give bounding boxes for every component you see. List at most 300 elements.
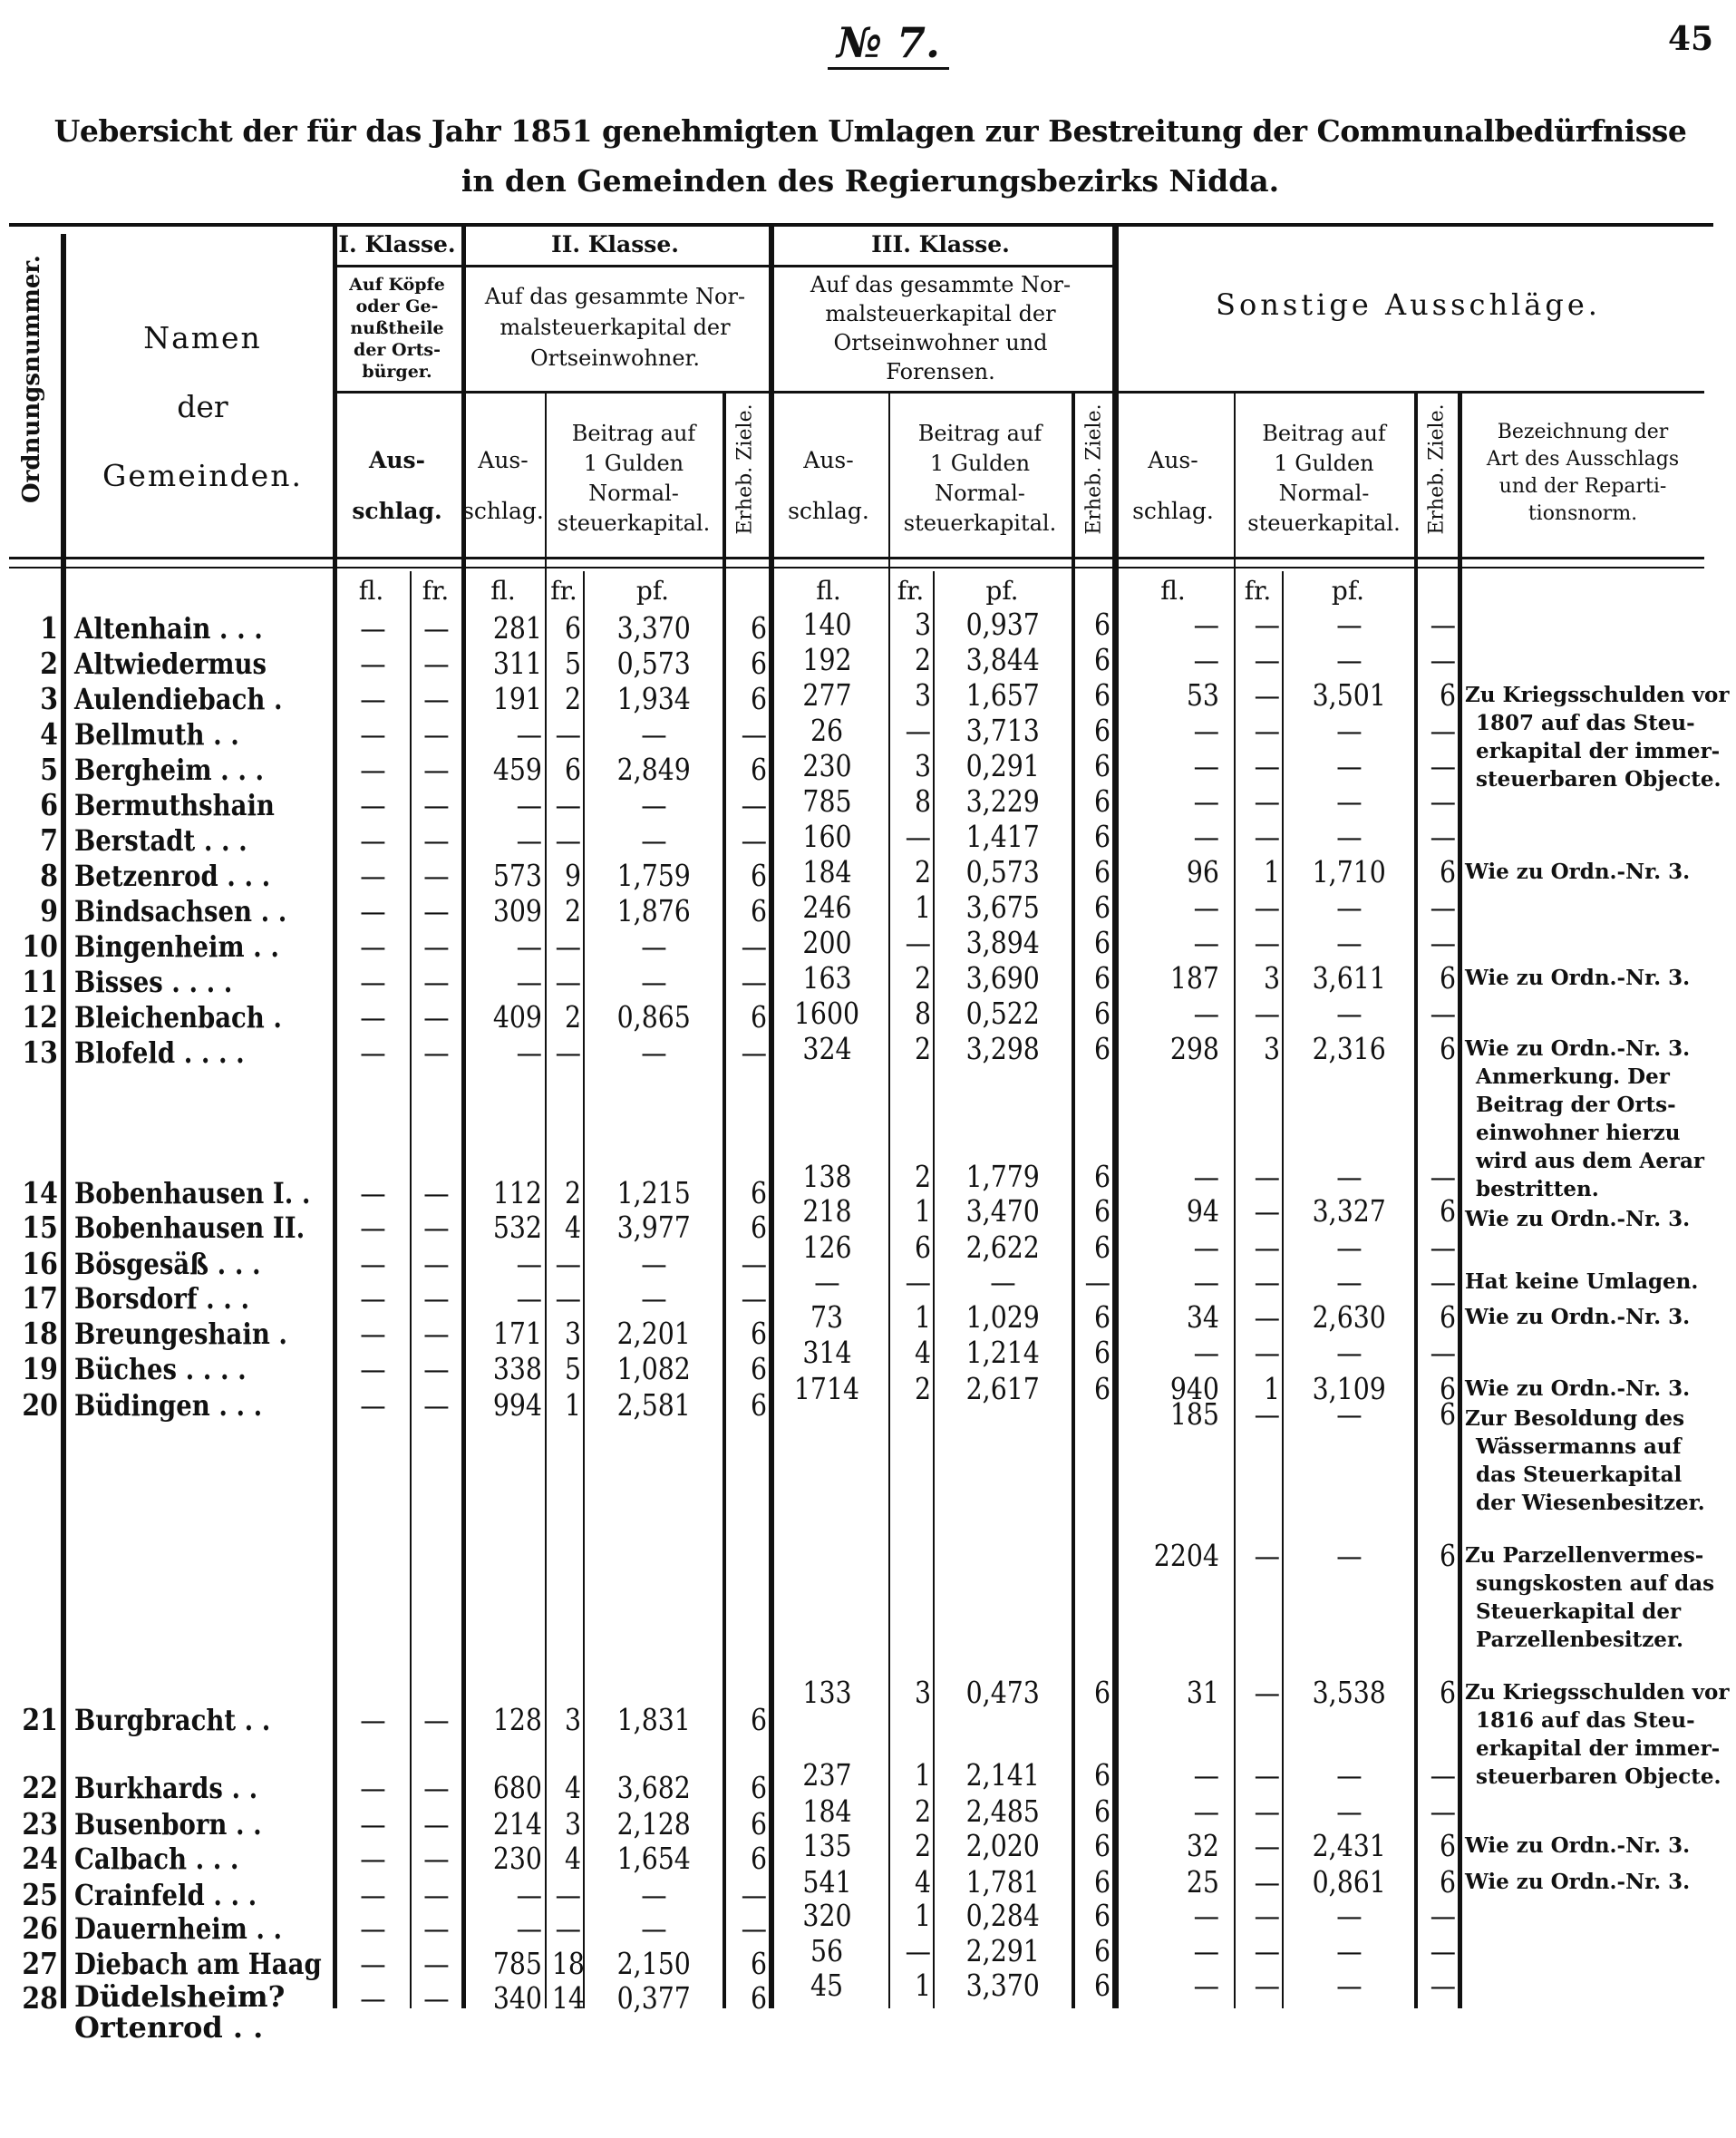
klasse-II-pf — [585, 823, 723, 858]
klasse-II-fr — [547, 1317, 581, 1351]
sonstige-fl-text: 298 — [1169, 1031, 1219, 1066]
gemeinde-name — [74, 1947, 333, 1981]
klasse-III-ziele — [1075, 961, 1110, 996]
klasse-II-ziele-text: — — [741, 964, 767, 999]
sonstige-fl — [1119, 855, 1219, 889]
row-number — [0, 1210, 58, 1245]
klasse-I-fr — [412, 859, 461, 893]
gemeinde-name-text: Altenhain . . . — [74, 611, 263, 646]
klasse-III-fl-text: 126 — [801, 1229, 852, 1265]
sonstige-bezeichnung — [1461, 419, 1704, 528]
klasse-II-ziele-text: 6 — [750, 1841, 767, 1876]
sonstige-fl-text: — — [1193, 748, 1219, 783]
sonstige-fl — [1119, 1676, 1219, 1710]
klasse-I-fr-text: — — [423, 822, 450, 858]
klasse-II-pf-text: 0,573 — [616, 646, 691, 681]
sonstige-fl — [1119, 961, 1219, 996]
klasse-II-fr — [547, 611, 581, 646]
klasse-I-fr-text: — — [423, 1210, 450, 1245]
klasse-I-fl — [337, 1703, 408, 1737]
sonstige-pf-text: — — [1335, 1538, 1363, 1573]
row-number — [0, 1842, 58, 1876]
sonstige-fl-text: — — [1193, 1898, 1219, 1933]
klasse-III-fr-text: 1 — [914, 889, 931, 925]
sonstige-fr — [1236, 1160, 1280, 1194]
sonstige-pf-text: 0,861 — [1312, 1864, 1386, 1900]
klasse-III-fl-text: 1714 — [793, 1371, 860, 1406]
klasse_II-ausschlag — [461, 435, 545, 537]
klasse-II-pf-text: 1,831 — [616, 1702, 691, 1737]
klasse-II-fr-text: 1 — [564, 1387, 581, 1423]
klasse-III-ziele-text: 6 — [1093, 854, 1110, 889]
sonstige-fl — [1119, 1899, 1219, 1933]
note-line: Steuerkapital der — [1476, 1599, 1682, 1624]
klasse-III-fr-text: 2 — [914, 1793, 931, 1829]
sonstige-fr — [1236, 643, 1280, 677]
klasse-II-fr-text: — — [555, 964, 581, 999]
sonstige-fr — [1236, 1758, 1280, 1793]
klasse-I-fr-text: — — [423, 999, 450, 1035]
klasse-II-fl — [466, 1981, 542, 2016]
klasse-III-pf-text: 3,298 — [965, 1031, 1041, 1066]
sonstige-pf — [1284, 961, 1414, 996]
klasse-II-ziele — [726, 1947, 767, 1981]
row-number-text: 13 — [22, 1035, 58, 1070]
klasse_II-beitrag-line: Beitrag auf — [571, 421, 696, 446]
sonstige-fl — [1119, 643, 1219, 677]
klasse-II-fl-text: 785 — [492, 1946, 542, 1981]
klasse-III-fl-text: 200 — [801, 925, 852, 960]
sonstige-fl-text: — — [1193, 713, 1219, 748]
klasse_III-ausschlag-line: Aus- — [803, 447, 854, 473]
klasse_II-beitrag-line: 1 Gulden — [583, 451, 684, 476]
sonstige-ziele — [1418, 643, 1456, 677]
klasse-I-fl — [337, 1981, 408, 2016]
gemeinde-name-text: Breungeshain . — [74, 1317, 287, 1351]
klasse-III-ziele-text: 6 — [1093, 1193, 1110, 1229]
klasse-II-fl — [466, 859, 542, 893]
klasse-II-ziele — [726, 1807, 767, 1842]
sonstige-fr-text: — — [1254, 713, 1280, 748]
klasse-I-fr-text: — — [423, 1770, 450, 1805]
klasse-I-fr — [412, 929, 461, 964]
klasse-III-ziele-text: 6 — [1093, 889, 1110, 925]
klasse-III-fl — [772, 1336, 881, 1370]
row-number — [0, 1176, 58, 1210]
klasse-II-pf-text: 2,581 — [616, 1387, 691, 1423]
klasse-III-fl-text: 26 — [810, 713, 844, 748]
klasse-III-fr-text: 1 — [914, 1898, 931, 1933]
sonstige-fl — [1119, 926, 1219, 960]
sonstige-pf — [1284, 1230, 1414, 1265]
row-number-text: 12 — [22, 999, 58, 1035]
klasse-I-fr — [412, 1176, 461, 1210]
klasse-II-desc — [461, 281, 769, 374]
klasse-II-fr — [547, 753, 581, 787]
sonstige-pf — [1284, 784, 1414, 819]
gemeinde-name — [74, 823, 333, 858]
namen-header-line: der — [177, 389, 228, 424]
klasse-II-ziele-text: — — [741, 1280, 767, 1316]
klasse-II-fr-text: 4 — [564, 1770, 581, 1805]
klasse-I-fl-text: — — [359, 681, 386, 716]
gemeinde-name — [74, 965, 333, 999]
klasse-III-ziele-text: — — [1084, 1264, 1110, 1299]
sonstige-ziele-text: 6 — [1439, 1828, 1456, 1863]
klasse-I-fl-text: — — [359, 858, 386, 893]
gemeinde-name — [74, 1842, 333, 1876]
klasse-III-fr-text: 2 — [914, 1828, 931, 1863]
klasse-III-fl-text: 135 — [801, 1828, 852, 1863]
klasse-II-fl — [466, 1911, 542, 1946]
sonstige-fl — [1119, 1968, 1219, 2003]
sonstige-fr — [1236, 996, 1280, 1031]
klasse-I-fl-text: — — [359, 1316, 386, 1351]
sonstige-pf-text: 3,611 — [1312, 960, 1386, 996]
klasse-II-fr-text: — — [555, 787, 581, 822]
gemeinde-name-text: Crainfeld . . . — [74, 1878, 257, 1912]
klasse-I-fl-text: — — [359, 964, 386, 999]
klasse-III-ziele-text: 6 — [1093, 996, 1110, 1031]
klasse_III-erheb-ziele: Erheb. Ziele. — [1082, 403, 1106, 535]
namen-header-line: Gemeinden. — [102, 458, 303, 493]
klasse-III-ziele-text: 6 — [1093, 1371, 1110, 1406]
klasse-III-fl — [772, 1794, 881, 1829]
klasse-III-fr-text: 2 — [914, 1031, 931, 1066]
klasse-I-fr-text: — — [423, 681, 450, 716]
klasse-I-fr — [412, 965, 461, 999]
klasse-III-fr — [890, 784, 931, 819]
row-number-text: 5 — [40, 752, 58, 787]
klasse-II-ziele — [726, 894, 767, 928]
klasse-III-ziele — [1075, 1758, 1110, 1793]
klasse-II-fr — [547, 1210, 581, 1245]
klasse-I-fr-text: — — [423, 1806, 450, 1842]
sonstige-fr — [1236, 1968, 1280, 2003]
klasse-III-pf — [935, 1758, 1072, 1793]
klasse-III-fr-text: 2 — [914, 960, 931, 996]
klasse-II-fr — [547, 1703, 581, 1737]
sonstige-pf — [1284, 1265, 1414, 1299]
sonstige-pf — [1284, 1899, 1414, 1933]
sonstige-pf-text: — — [1335, 925, 1363, 960]
row-number-text: 16 — [22, 1246, 58, 1281]
ordnungsnummer-header: Ordnungsnummer. — [18, 255, 45, 503]
klasse-I-fl-text: — — [359, 1210, 386, 1245]
gemeinde-name-text: Calbach . . . — [74, 1842, 239, 1876]
klasse-I-fl — [337, 682, 408, 716]
klasse-II-fr — [547, 1946, 585, 1981]
klasse-II-ziele — [726, 1703, 767, 1737]
sonstige-ziele — [1418, 996, 1456, 1031]
klasse-II-ziele — [726, 1210, 767, 1245]
klasse-III-ziele — [1075, 1829, 1110, 1863]
sonstige-fr-text: — — [1254, 1264, 1280, 1299]
klasse-II-pf — [585, 1247, 723, 1281]
title-line-2: in den Gemeinden des Regierungsbezirks Nidda. — [461, 163, 1280, 199]
klasse-III-pf — [935, 714, 1072, 748]
klasse-II-fr — [547, 1911, 581, 1946]
klasse-I-fl-text: — — [359, 716, 386, 752]
klasse-III-ziele-text: 6 — [1093, 1793, 1110, 1829]
klasse-II-fl — [466, 1210, 542, 1245]
sonstige-pf — [1284, 1676, 1414, 1710]
sonstige-fl — [1119, 1300, 1219, 1335]
klasse-I-fr-text: — — [423, 646, 450, 681]
klasse-I-fl-text: — — [359, 646, 386, 681]
klasse-III-pf — [935, 1372, 1072, 1406]
sonstige-fr — [1236, 961, 1280, 996]
sonstige-pf — [1284, 1032, 1414, 1066]
klasse-I-fl — [337, 965, 408, 999]
sonstige-fr-text: — — [1254, 607, 1280, 642]
klasse-III-fl — [772, 714, 881, 748]
klasse-II-fl — [466, 717, 542, 752]
klasse-III-ziele — [1075, 1934, 1110, 1968]
klasse-III-ziele-text: 6 — [1093, 1828, 1110, 1863]
klasse-III-fr — [890, 607, 931, 642]
unit-fl: fl. — [490, 576, 516, 606]
sonstige-pf — [1284, 1160, 1414, 1194]
klasse-II-ziele — [726, 859, 767, 893]
klasse-III-ziele — [1075, 1160, 1110, 1194]
klasse-II-fr — [547, 1771, 581, 1805]
klasse-II-fl-text: 573 — [492, 858, 542, 893]
klasse-III-fl — [772, 890, 881, 925]
gemeinde-name-text: Büches . . . . — [74, 1352, 247, 1386]
sonstige-pf-text: 3,109 — [1312, 1371, 1386, 1406]
klasse-II-ziele — [726, 1388, 767, 1423]
klasse-III-pf-text: 3,713 — [965, 713, 1041, 748]
sonstige-ziele — [1418, 1160, 1456, 1194]
klasse-II-pf — [585, 753, 723, 787]
row-number-text: 21 — [22, 1702, 58, 1737]
klasse-III-desc-line: malsteuerkapital der — [825, 301, 1056, 326]
row-number-text: 9 — [40, 893, 58, 928]
sonstige-fr-text: — — [1254, 925, 1280, 960]
klasse-I-fl — [337, 929, 408, 964]
sonstige-ziele — [1418, 926, 1456, 960]
klasse-II-pf-text: 0,377 — [616, 1980, 691, 2016]
klasse-III-fr-text: — — [905, 713, 931, 748]
klasse-II-fr-text: 3 — [564, 1702, 581, 1737]
sonstige-erheb-ziele: Erheb. Ziele. — [1425, 403, 1449, 535]
note-line: Wie zu Ordn.-Nr. 3. — [1465, 1305, 1691, 1329]
sonstige-ziele-text: 6 — [1439, 677, 1456, 713]
row-number — [0, 1317, 58, 1351]
sonstige-fl-text: — — [1193, 889, 1219, 925]
klasse_II-erheb-ziele: Erheb. Ziele. — [733, 403, 757, 535]
klasse-III-pf — [935, 1829, 1072, 1863]
gemeinde-name — [74, 1176, 333, 1210]
klasse-III-ziele — [1075, 607, 1110, 642]
klasse-III-pf-text: 2,141 — [965, 1757, 1041, 1793]
klasse-III-fl-text: 138 — [801, 1159, 852, 1194]
klasse-III-fl-text: 218 — [801, 1193, 852, 1229]
klasse-III-ziele — [1075, 1676, 1110, 1710]
sonstige-pf-text: 3,327 — [1312, 1193, 1386, 1229]
klasse-II-pf-text: 1,876 — [616, 893, 691, 928]
gemeinde-name-text: Bellmuth . . — [74, 717, 239, 752]
sonstige-pf — [1284, 1397, 1414, 1432]
klasse-I-fr-text: — — [423, 964, 450, 999]
sonstige-ausschlag — [1112, 435, 1234, 537]
klasse-II-fr — [547, 1807, 581, 1842]
sonstige-ziele — [1418, 961, 1456, 996]
klasse-III-ziele — [1075, 643, 1110, 677]
klasse-III-fl — [772, 1160, 881, 1194]
klasse-II-fr — [547, 717, 581, 752]
klasse-II-pf-text: — — [640, 716, 667, 752]
klasse-II-ziele-text: 6 — [750, 893, 767, 928]
sonstige-ziele-text: 6 — [1439, 1031, 1456, 1066]
sonstige-ziele — [1418, 1968, 1456, 2003]
klasse-III-fl-text: 184 — [801, 854, 852, 889]
klasse-III-fr-text: 1 — [914, 1968, 931, 2003]
sonstige-fr-text: — — [1254, 996, 1280, 1031]
row-rule — [333, 391, 1704, 394]
klasse-II-pf-text: 1,934 — [616, 681, 691, 716]
klasse-I-fl-text: — — [359, 1035, 386, 1070]
sonstige-fr — [1236, 1300, 1280, 1335]
gemeinde-name-text: Bergheim . . . — [74, 753, 265, 787]
klasse-I-fr — [412, 894, 461, 928]
klasse-III-ziele — [1075, 855, 1110, 889]
sonstige-pf — [1284, 1300, 1414, 1335]
klasse_II-beitrag-line: Normal- — [588, 481, 679, 506]
sonstige-pf-text: — — [1335, 713, 1363, 748]
klasse-I-fr-text: — — [423, 1946, 450, 1981]
klasse-II-pf — [585, 1703, 723, 1737]
sonstige-fl — [1119, 1230, 1219, 1265]
klasse-II-pf — [585, 1210, 723, 1245]
gemeinde-name-text: Altwiedermus — [74, 646, 267, 681]
klasse-III-ziele-text: 6 — [1093, 925, 1110, 960]
klasse-II-fl — [466, 611, 542, 646]
sonstige-ziele-text: — — [1430, 1968, 1456, 2003]
klasse-I-fr-text: — — [423, 893, 450, 928]
klasse-I-desc-line: der Orts- — [354, 340, 441, 360]
klasse-III-pf — [935, 643, 1072, 677]
klasse-III-fl-text: 237 — [801, 1757, 852, 1793]
klasse-II-fl-text: — — [516, 787, 542, 822]
klasse-III-pf — [935, 1899, 1072, 1933]
column-rule — [61, 234, 66, 2008]
klasse-II-fl-text: 191 — [492, 681, 542, 716]
klasse-II-ziele — [726, 788, 767, 822]
column-rule — [1458, 391, 1462, 2008]
sonstige-fr-text: 3 — [1263, 1031, 1280, 1066]
sonstige-fl-text: 2204 — [1153, 1538, 1219, 1573]
sonstige-ziele-text: — — [1430, 925, 1456, 960]
klasse-I-fl — [337, 1281, 408, 1316]
klasse-I-fr — [412, 1317, 461, 1351]
note-line: Wie zu Ordn.-Nr. 3. — [1465, 860, 1691, 884]
sonstige-ziele — [1418, 855, 1456, 889]
klasse-I-fr-text: — — [423, 1280, 450, 1316]
sonstige-pf — [1284, 1194, 1414, 1229]
klasse-III-fr-text: — — [905, 819, 931, 854]
klasse-I-fr-text: — — [423, 1387, 450, 1423]
note-line: Wie zu Ordn.-Nr. 3. — [1465, 1870, 1691, 1894]
klasse-I-fl — [337, 1842, 408, 1876]
klasse-I-fr-text: — — [423, 1702, 450, 1737]
klasse-III-fr-text: — — [905, 1933, 931, 1968]
klasse-III-pf-text: 3,370 — [965, 1968, 1041, 2003]
klasse-III-ziele-text: 6 — [1093, 713, 1110, 748]
sonstige-fr — [1236, 714, 1280, 748]
sonstige-fl — [1119, 996, 1219, 1031]
klasse-II-ziele — [726, 1911, 767, 1946]
klasse-III-pf — [935, 890, 1072, 925]
klasse-III-fr — [890, 961, 931, 996]
klasse-II-ziele — [726, 823, 767, 858]
klasse-II-ziele — [726, 1317, 767, 1351]
klasse-II-fr-text: — — [555, 1280, 581, 1316]
row-number-text: 10 — [22, 928, 58, 964]
row-number — [0, 753, 58, 787]
klasse-II-pf-text: — — [640, 787, 667, 822]
klasse-II-fl — [466, 788, 542, 822]
klasse-II-fr-text: 2 — [564, 1175, 581, 1210]
klasse-III-desc — [769, 270, 1112, 386]
klasse-III-fl — [772, 1968, 881, 2003]
klasse-I-fr — [412, 1703, 461, 1737]
sonstige-fr-text: 3 — [1263, 960, 1280, 996]
klasse-II-fr-text: 9 — [564, 858, 581, 893]
row-number — [0, 1388, 58, 1423]
klasse-I-title: I. Klasse. — [338, 231, 456, 258]
sonstige-pf-text: — — [1335, 1264, 1363, 1299]
gemeinde-name — [74, 1703, 333, 1737]
klasse-III-pf-text: 0,573 — [965, 854, 1041, 889]
sonstige-pf — [1284, 855, 1414, 889]
klasse-III-pf-text: 0,284 — [965, 1898, 1041, 1933]
klasse-III-desc-line: Forensen. — [886, 359, 995, 384]
sonstige-bezeichnung-line: Art des Ausschlags — [1486, 448, 1680, 471]
klasse-III-ziele — [1075, 678, 1110, 713]
klasse-III-fl-text: 163 — [801, 960, 852, 996]
sonstige-pf-text: — — [1335, 1898, 1363, 1933]
sonstige-fl — [1119, 1194, 1219, 1229]
klasse-II-ziele-text: 6 — [750, 1387, 767, 1423]
gemeinde-name — [74, 859, 333, 893]
klasse_II-beitrag-line: steuerkapital. — [557, 510, 711, 536]
klasse-II-ziele-text: — — [741, 787, 767, 822]
klasse-III-fl — [772, 784, 881, 819]
klasse_III-ausschlag-line: schlag. — [788, 498, 869, 524]
klasse-II-pf-text: — — [640, 1877, 667, 1912]
sonstige-ziele — [1418, 1194, 1456, 1229]
klasse-III-pf-text: 3,470 — [965, 1193, 1041, 1229]
klasse-II-desc-line: Auf das gesammte Nor- — [484, 284, 746, 309]
klasse-III-ziele — [1075, 1372, 1110, 1406]
sonstige-fl-text: — — [1193, 925, 1219, 960]
klasse-I-fr — [412, 1842, 461, 1876]
klasse-I-fr-text: — — [423, 1351, 450, 1386]
klasse-II-fl — [466, 1176, 542, 1210]
klasse-I-ausschlag-line: Aus- — [368, 447, 426, 473]
klasse-II-fr-text: 6 — [564, 610, 581, 646]
gemeinde-name-text: Bingenheim . . — [74, 929, 279, 964]
sonstige-fl-text: 32 — [1186, 1828, 1219, 1863]
klasse_II-ausschlag-line: Aus- — [478, 447, 529, 473]
klasse-II-pf-text: 1,215 — [616, 1175, 691, 1210]
klasse-III-ziele — [1075, 1230, 1110, 1265]
sonstige-fr — [1236, 1794, 1280, 1829]
sonstige-bezeichnung-note — [1465, 1404, 1710, 1517]
klasse-II-fl — [466, 965, 542, 999]
